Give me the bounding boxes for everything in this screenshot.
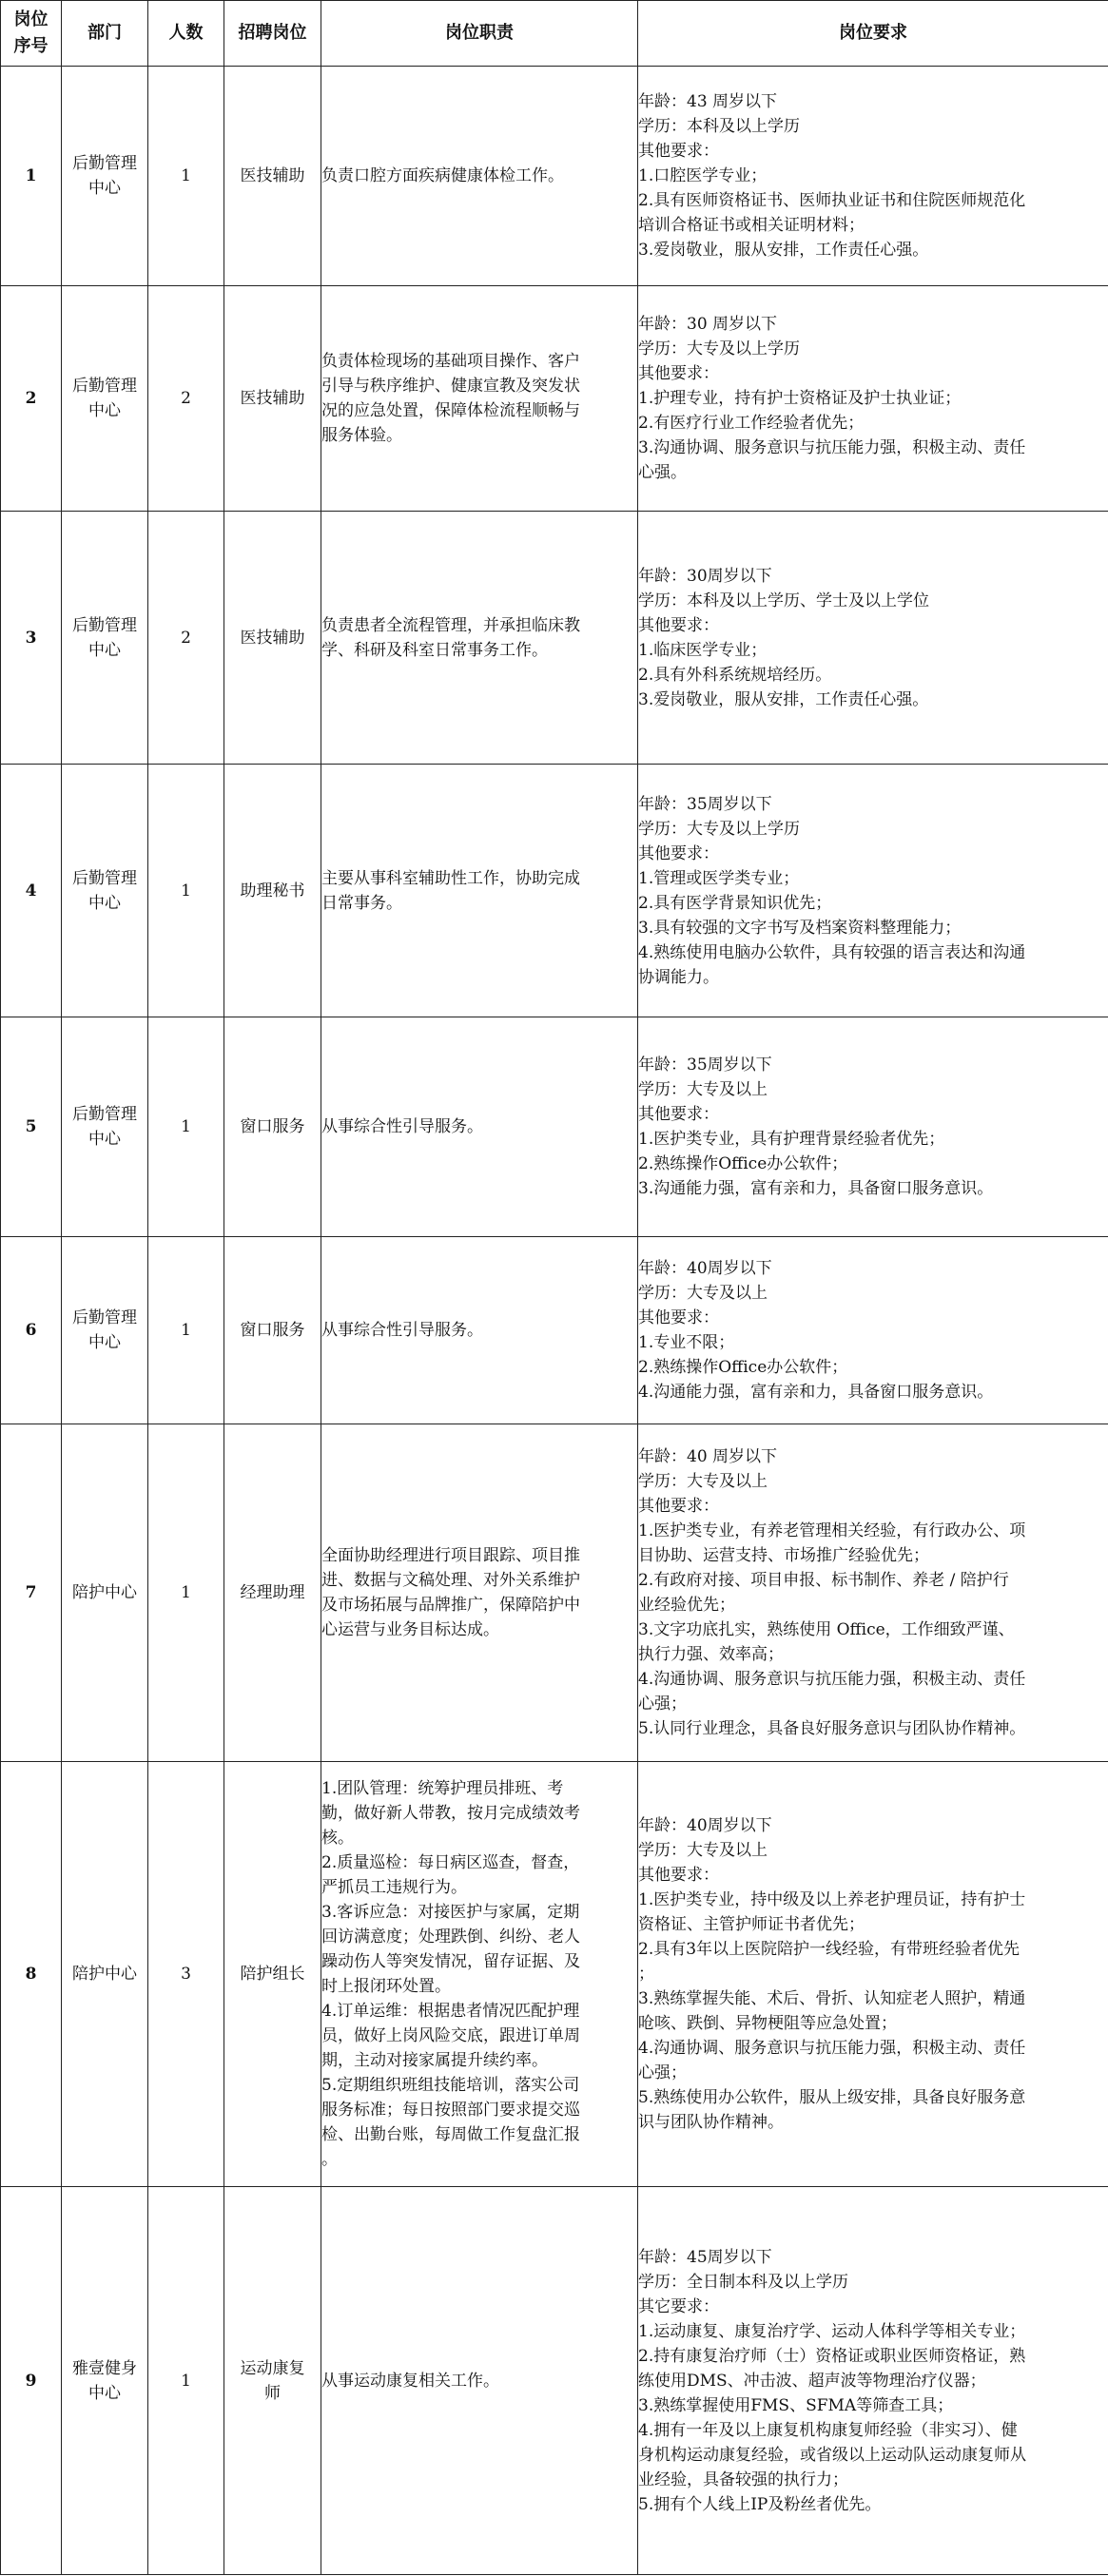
position-cell-line: 窗口服务: [240, 1321, 305, 1340]
requirement-cell-line: 学历：本科及以上学历: [638, 117, 800, 136]
headcount-cell: 3: [148, 1762, 224, 2187]
requirement-cell: [638, 1237, 1108, 1424]
duty-cell-line: 进、数据与文稿处理、对外关系维护: [321, 1571, 580, 1590]
position-cell: [224, 765, 321, 1017]
department-cell: [62, 1237, 148, 1424]
position-cell: [224, 1424, 321, 1762]
department-cell-line: 中心: [88, 1130, 121, 1149]
duty-cell-line: 服务标准；每日按照部门要求提交巡: [321, 2101, 580, 2120]
header-position: 招聘岗位: [224, 1, 321, 67]
requirement-cell-line: 其它要求：: [638, 2296, 719, 2316]
department-cell-line: 中心: [88, 640, 121, 660]
header-no: [1, 1, 62, 67]
headcount-cell: 2: [148, 286, 224, 512]
requirement-cell-line: 资格证、主管护师证书者优先；: [638, 1915, 865, 1934]
requirement-cell-line: 目协助、运营支持、市场推广经验优先；: [638, 1546, 929, 1565]
requirement-cell-line: 年龄：43 周岁以下: [638, 92, 778, 111]
table-row: [1, 765, 1108, 1017]
position-cell-line: 医技辅助: [240, 628, 305, 648]
headcount-cell: 1: [148, 1424, 224, 1762]
requirement-cell-line: 呛咳、跌倒、异物梗阻等应急处置；: [638, 2014, 897, 2033]
requirement-cell-line: 1.医护类专业，持中级及以上养老护理员证，持有护士: [638, 1890, 1026, 1909]
requirement-cell-line: 学历：本科及以上学历、学士及以上学位: [638, 591, 929, 610]
duty-cell-line: 4.订单运维：根据患者情况匹配护理: [321, 2002, 580, 2021]
requirement-cell-line: 心强。: [638, 463, 687, 482]
position-cell-line: 医技辅助: [240, 166, 305, 185]
header-no-line: 岗位: [13, 10, 49, 29]
duty-cell-line: 3.客诉应急：对接医护与家属，定期: [321, 1903, 580, 1922]
duty-cell-line: 躁动伤人等突发情况，留存证据、及: [321, 1952, 580, 1971]
duty-cell-line: 期，主动对接家属提升续约率。: [321, 2051, 548, 2070]
row-number: 9: [1, 2187, 62, 2575]
department-cell-line: 后勤管理: [72, 1105, 137, 1124]
position-cell-line: 医技辅助: [240, 389, 305, 408]
duty-cell-line: 严抓员工违规行为。: [321, 1878, 467, 1897]
row-number: 3: [1, 512, 62, 765]
duty-cell-line: 检、出勤台账，每周做工作复盘汇报: [321, 2125, 580, 2144]
headcount-cell: 1: [148, 1237, 224, 1424]
requirement-cell-line: 学历：大专及以上学历: [638, 339, 800, 358]
duty-cell-line: 从事综合性引导服务。: [321, 1321, 483, 1340]
requirement-cell-line: 业经验优先；: [638, 1596, 735, 1615]
requirement-cell: [638, 286, 1108, 512]
position-cell: [224, 1237, 321, 1424]
duty-cell-line: 2.质量巡检：每日病区巡查，督查，: [321, 1853, 580, 1872]
requirement-cell-line: 识与团队协作精神。: [638, 2113, 784, 2132]
position-cell-line: 陪护组长: [240, 1965, 305, 1984]
duty-cell-line: 及市场拓展与品牌推广，保障陪护中: [321, 1596, 580, 1615]
requirement-cell-line: ；: [638, 1965, 654, 1984]
department-cell-line: 后勤管理: [72, 868, 137, 888]
headcount-cell: 1: [148, 2187, 224, 2575]
position-cell-line: 师: [264, 2383, 281, 2403]
requirement-cell-line: 心强；: [638, 1695, 687, 1714]
requirement-cell-line: 年龄：40周岁以下: [638, 1259, 772, 1278]
requirement-cell: [638, 1762, 1108, 2187]
requirement-cell-line: 3.文字功底扎实，熟练使用 Office，工作细致严谨、: [638, 1620, 1015, 1639]
duty-cell-line: 负责体检现场的基础项目操作、客户: [321, 352, 580, 371]
position-cell: [224, 2187, 321, 2575]
duty-cell-line: 从事综合性引导服务。: [321, 1117, 483, 1136]
duty-cell-line: 服务体验。: [321, 426, 402, 445]
headcount-cell: 1: [148, 1017, 224, 1237]
requirement-cell-line: 学历：大专及以上: [638, 1472, 768, 1491]
table-row: [1, 512, 1108, 765]
department-cell: [62, 512, 148, 765]
position-cell: [224, 286, 321, 512]
requirement-cell-line: 心强；: [638, 2063, 687, 2082]
headcount-cell: 1: [148, 765, 224, 1017]
position-cell: [224, 1017, 321, 1237]
department-cell-line: 雅壹健身: [72, 2358, 137, 2378]
department-cell-line: 后勤管理: [72, 377, 137, 396]
requirement-cell-line: 1.专业不限；: [638, 1333, 735, 1352]
requirement-cell: [638, 1017, 1108, 1237]
duty-cell-line: 5.定期组织班组技能培训，落实公司: [321, 2076, 580, 2095]
requirement-cell-line: 年龄：35周岁以下: [638, 1056, 772, 1075]
requirement-cell: [638, 67, 1108, 286]
table-row: [1, 67, 1108, 286]
requirement-cell-line: 业经验，具备较强的执行力；: [638, 2469, 848, 2489]
requirement-cell-line: 协调能力。: [638, 967, 719, 987]
table-row: [1, 2187, 1108, 2575]
table-row: [1, 1762, 1108, 2187]
department-cell: [62, 1762, 148, 2187]
requirement-cell-line: 3.熟练掌握失能、术后、骨折、认知症老人照护，精通: [638, 1989, 1026, 2008]
duty-cell: [321, 1237, 638, 1424]
requirement-cell-line: 2.具有医师资格证书、医师执业证书和住院医师规范化: [638, 191, 1026, 210]
requirement-cell-line: 学历：大专及以上学历: [638, 819, 800, 839]
duty-cell-line: 勤，做好新人带教，按月完成绩效考: [321, 1804, 580, 1823]
header-count: 人数: [148, 1, 224, 67]
requirement-cell-line: 2.熟练操作Office办公软件；: [638, 1154, 848, 1173]
requirement-cell-line: 3.沟通能力强，富有亲和力，具备窗口服务意识。: [638, 1179, 994, 1198]
requirement-cell-line: 其他要求：: [638, 142, 719, 161]
row-number: 4: [1, 765, 62, 1017]
row-number: 8: [1, 1762, 62, 2187]
duty-cell-line: 心运营与业务目标达成。: [321, 1620, 499, 1639]
header-dept: 部门: [62, 1, 148, 67]
requirement-cell-line: 学历：大专及以上: [638, 1841, 768, 1860]
requirement-cell-line: 年龄：40周岁以下: [638, 1816, 772, 1835]
duty-cell-line: 。: [321, 2150, 338, 2169]
requirement-cell-line: 4.沟通协调、服务意识与抗压能力强，积极主动、责任: [638, 1670, 1026, 1689]
duty-cell: [321, 1762, 638, 2187]
duty-cell: [321, 765, 638, 1017]
duty-cell: [321, 286, 638, 512]
duty-cell-line: 日常事务。: [321, 893, 402, 913]
requirement-cell-line: 2.具有医学背景知识优先；: [638, 893, 832, 913]
requirement-cell-line: 年龄：40 周岁以下: [638, 1447, 778, 1466]
requirement-cell-line: 3.具有较强的文字书写及档案资料整理能力；: [638, 918, 962, 938]
table-row: [1, 1424, 1108, 1762]
requirement-cell-line: 其他要求：: [638, 1308, 719, 1327]
requirement-cell: [638, 1424, 1108, 1762]
row-number: 5: [1, 1017, 62, 1237]
position-cell-line: 助理秘书: [240, 881, 305, 901]
position-cell: [224, 1762, 321, 2187]
header-row: [1, 1, 1108, 67]
requirement-cell-line: 2.具有3年以上医院陪护一线经验，有带班经验者优先: [638, 1940, 1021, 1959]
department-cell-line: 中心: [88, 893, 121, 913]
requirement-cell-line: 其他要求：: [638, 843, 719, 863]
header-no-line: 序号: [13, 36, 49, 56]
position-cell-line: 经理助理: [240, 1583, 305, 1602]
requirement-cell-line: 2.具有外科系统规培经历。: [638, 665, 832, 685]
duty-cell-line: 负责患者全流程管理，并承担临床教: [321, 615, 580, 635]
position-cell-line: 运动康复: [240, 2358, 305, 2378]
requirement-cell-line: 4.熟练使用电脑办公软件，具有较强的语言表达和沟通: [638, 942, 1026, 962]
department-cell-line: 后勤管理: [72, 615, 137, 635]
requirement-cell-line: 3.爱岗敬业，服从安排，工作责任心强。: [638, 241, 929, 260]
requirement-cell-line: 其他要求：: [638, 615, 719, 635]
requirement-cell-line: 5.拥有个人线上IP及粉丝者优先。: [638, 2494, 882, 2514]
requirement-cell-line: 学历：大专及以上: [638, 1080, 768, 1099]
department-cell: [62, 286, 148, 512]
duty-cell: [321, 512, 638, 765]
requirement-cell-line: 执行力强、效率高；: [638, 1645, 784, 1664]
requirement-cell-line: 5.认同行业理念，具备良好服务意识与团队协作精神。: [638, 1719, 1026, 1738]
department-cell-line: 中心: [88, 1333, 121, 1352]
requirement-cell-line: 年龄：45周岁以下: [638, 2247, 772, 2267]
requirement-cell-line: 4.沟通协调、服务意识与抗压能力强，积极主动、责任: [638, 2039, 1026, 2058]
requirement-cell-line: 培训合格证书或相关证明材料；: [638, 216, 865, 235]
row-number: 6: [1, 1237, 62, 1424]
headcount-cell: 1: [148, 67, 224, 286]
duty-cell-line: 1.团队管理：统筹护理员排班、考: [321, 1779, 564, 1798]
duty-cell: [321, 1424, 638, 1762]
requirement-cell-line: 3.沟通协调、服务意识与抗压能力强，积极主动、责任: [638, 438, 1026, 457]
requirement-cell-line: 2.持有康复治疗师（士）资格证或职业医师资格证，熟: [638, 2346, 1026, 2366]
table-row: [1, 1017, 1108, 1237]
requirement-cell-line: 年龄：30周岁以下: [638, 566, 772, 586]
duty-cell-line: 学、科研及科室日常事务工作。: [321, 640, 548, 660]
requirement-cell-line: 其他要求：: [638, 364, 719, 383]
requirement-cell-line: 1.管理或医学类专业；: [638, 868, 800, 888]
requirement-cell-line: 学历：大专及以上: [638, 1284, 768, 1303]
requirement-cell-line: 年龄：30 周岁以下: [638, 315, 778, 334]
header-req: 岗位要求: [638, 1, 1108, 67]
duty-cell-line: 从事运动康复相关工作。: [321, 2371, 499, 2391]
requirement-cell: [638, 765, 1108, 1017]
requirement-cell-line: 1.运动康复、康复治疗学、运动人体科学等相关专业；: [638, 2321, 1026, 2341]
requirement-cell-line: 1.口腔医学专业；: [638, 166, 768, 185]
header-duty: 岗位职责: [321, 1, 638, 67]
duty-cell-line: 况的应急处置，保障体检流程顺畅与: [321, 401, 580, 420]
department-cell-line: 中心: [88, 401, 121, 420]
department-cell: [62, 765, 148, 1017]
row-number: 2: [1, 286, 62, 512]
requirement-cell-line: 其他要求：: [638, 1866, 719, 1885]
requirement-cell-line: 其他要求：: [638, 1497, 719, 1516]
duty-cell-line: 员，做好上岗风险交底，跟进订单周: [321, 2026, 580, 2045]
department-cell-line: 陪护中心: [72, 1965, 137, 1984]
requirement-cell-line: 4.拥有一年及以上康复机构康复师经验（非实习）、健: [638, 2420, 1018, 2440]
requirement-cell-line: 3.熟练掌握使用FMS、SFMA等筛查工具；: [638, 2395, 954, 2415]
requirement-cell-line: 年龄：35周岁以下: [638, 794, 772, 814]
duty-cell-line: 引导与秩序维护、健康宣教及突发状: [321, 377, 580, 396]
duty-cell: [321, 67, 638, 286]
department-cell: [62, 67, 148, 286]
requirement-cell-line: 其他要求：: [638, 1105, 719, 1124]
duty-cell-line: 负责口腔方面疾病健康体检工作。: [321, 166, 564, 185]
position-cell-line: 窗口服务: [240, 1117, 305, 1136]
requirement-cell-line: 1.医护类专业，有养老管理相关经验，有行政办公、项: [638, 1521, 1026, 1540]
requirement-cell-line: 1.临床医学专业；: [638, 640, 768, 660]
requirement-cell: [638, 2187, 1108, 2575]
department-cell-line: 后勤管理: [72, 1308, 137, 1327]
duty-cell-line: 主要从事科室辅助性工作，协助完成: [321, 868, 580, 888]
row-number: 7: [1, 1424, 62, 1762]
requirement-cell-line: 身机构运动康复经验，或省级以上运动队运动康复师从: [638, 2445, 1026, 2465]
duty-cell-line: 核。: [321, 1829, 354, 1848]
department-cell-line: 后勤管理: [72, 154, 137, 173]
table-row: [1, 1237, 1108, 1424]
department-cell-line: 中心: [88, 179, 121, 198]
requirement-cell-line: 4.沟通能力强，富有亲和力，具备窗口服务意识。: [638, 1383, 994, 1402]
row-number: 1: [1, 67, 62, 286]
department-cell: [62, 1017, 148, 1237]
position-cell: [224, 67, 321, 286]
requirement-cell-line: 2.有医疗行业工作经验者优先；: [638, 414, 865, 433]
headcount-cell: 2: [148, 512, 224, 765]
requirement-cell-line: 1.医护类专业，具有护理背景经验者优先；: [638, 1130, 945, 1149]
department-cell-line: 中心: [88, 2383, 121, 2403]
duty-cell-line: 时上报闭环处置。: [321, 1977, 451, 1996]
requirement-cell-line: 2.有政府对接、项目申报、标书制作、养老 / 陪护行: [638, 1571, 1009, 1590]
requirement-cell-line: 3.爱岗敬业，服从安排，工作责任心强。: [638, 689, 929, 709]
department-cell: [62, 1424, 148, 1762]
duty-cell: [321, 2187, 638, 2575]
requirement-cell-line: 2.熟练操作Office办公软件；: [638, 1358, 848, 1377]
duty-cell-line: 全面协助经理进行项目跟踪、项目推: [321, 1546, 580, 1565]
duty-cell: [321, 1017, 638, 1237]
requirement-cell: [638, 512, 1108, 765]
table-row: [1, 286, 1108, 512]
requirement-cell-line: 5.熟练使用办公软件，服从上级安排，具备良好服务意: [638, 2088, 1026, 2107]
position-cell: [224, 512, 321, 765]
department-cell-line: 陪护中心: [72, 1583, 137, 1602]
requirement-cell-line: 1.护理专业，持有护士资格证及护士执业证；: [638, 389, 962, 408]
requirement-cell-line: 练使用DMS、冲击波、超声波等物理治疗仪器；: [638, 2371, 986, 2391]
requirement-cell-line: 学历：全日制本科及以上学历: [638, 2272, 848, 2292]
duty-cell-line: 回访满意度；处理跌倒、纠纷、老人: [321, 1927, 580, 1947]
department-cell: [62, 2187, 148, 2575]
